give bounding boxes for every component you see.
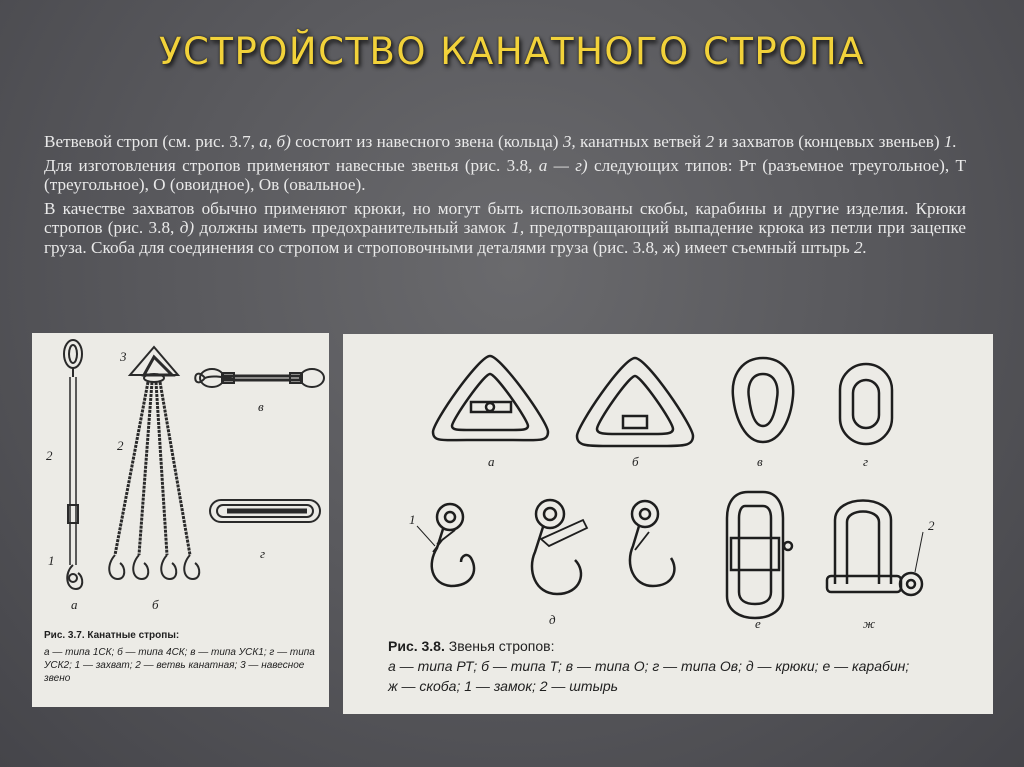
hook-2 xyxy=(532,500,587,594)
hook-3 xyxy=(630,501,674,586)
link-type-rt xyxy=(433,356,548,440)
label-v: в xyxy=(258,399,264,414)
caption-line-3: ж — скоба; 1 — замок; 2 — штырь xyxy=(388,678,619,694)
paragraph-2: Для изготовления стропов применяют навесные звенья (рис. 3.8, а — г) следующих типов: Рт (разъемное треугольное), Т (треугольное), О (овоидное), Ов (овальное). xyxy=(44,155,966,195)
label-link-d: д xyxy=(549,612,556,627)
figure-left-caption xyxy=(44,629,319,685)
label-link-v: в xyxy=(757,454,763,469)
caption-title-line: Рис. 3.8. Звенья стропов: xyxy=(388,638,555,654)
link-type-t xyxy=(577,358,693,446)
hook-1 xyxy=(432,504,474,586)
caption-line-2: а — типа РТ; б — типа Т; в — типа О; г — типа Ов; д — крюки; е — карабин; xyxy=(388,658,910,674)
link-type-o xyxy=(733,358,793,442)
label-g: г xyxy=(260,546,266,561)
sling-type-a xyxy=(64,340,82,589)
label-link-b: б xyxy=(632,454,639,469)
label-1: 1 xyxy=(48,553,55,568)
paragraph-1: Ветвевой строп (см. рис. 3.7, а, б) состоит из навесного звена (кольца) 3, канатных ветвей 2 и захватов (концевых звеньев) 1. xyxy=(44,132,957,151)
caption-text: а — типа 1СК; б — типа 4СК; в — типа УСК1; г — типа УСК2; 1 — захват; 2 — ветвь канатная; 3 — навесное звено xyxy=(44,647,315,684)
shackle xyxy=(827,501,922,596)
label-b: б xyxy=(152,597,159,612)
label-lock-1: 1 xyxy=(409,512,416,527)
slide-body xyxy=(44,132,966,262)
label-2-mid: 2 xyxy=(117,438,124,453)
carabiner xyxy=(727,492,792,618)
label-3: 3 xyxy=(120,349,127,364)
label-link-g: г xyxy=(863,454,869,469)
sling-type-g xyxy=(210,500,320,522)
figure-right-caption xyxy=(388,636,978,696)
sling-type-b xyxy=(109,347,199,579)
caption-title: Рис. 3.7. Канатные стропы: xyxy=(44,630,180,641)
link-type-ov xyxy=(840,364,892,444)
label-a: а xyxy=(71,597,78,612)
hooks xyxy=(432,500,675,594)
label-link-e: е xyxy=(755,616,761,631)
sling-type-v xyxy=(195,369,324,387)
paragraph-3: В качестве захватов обычно применяют крюки, но могут быть использованы скобы, карабины и другие изделия. Крюки стропов (рис. 3.8, д) должны иметь предохранительный замок 1, предотвращающий выпадение крюка из петли при зацепке груза. Скоба для соединения со стропом и строповочными деталями груза (рис. 3.8, ж) имеет съемный штырь 2. xyxy=(44,198,966,257)
label-link-zh: ж xyxy=(863,616,876,631)
label-link-a: а xyxy=(488,454,495,469)
slide-title: УСТРОЙСТВО КАНАТНОГО СТРОПА xyxy=(158,30,865,73)
figure-sling-links xyxy=(343,334,993,714)
figure-rope-slings xyxy=(32,333,329,707)
label-pin-2: 2 xyxy=(928,518,935,533)
label-2-left: 2 xyxy=(46,448,53,463)
